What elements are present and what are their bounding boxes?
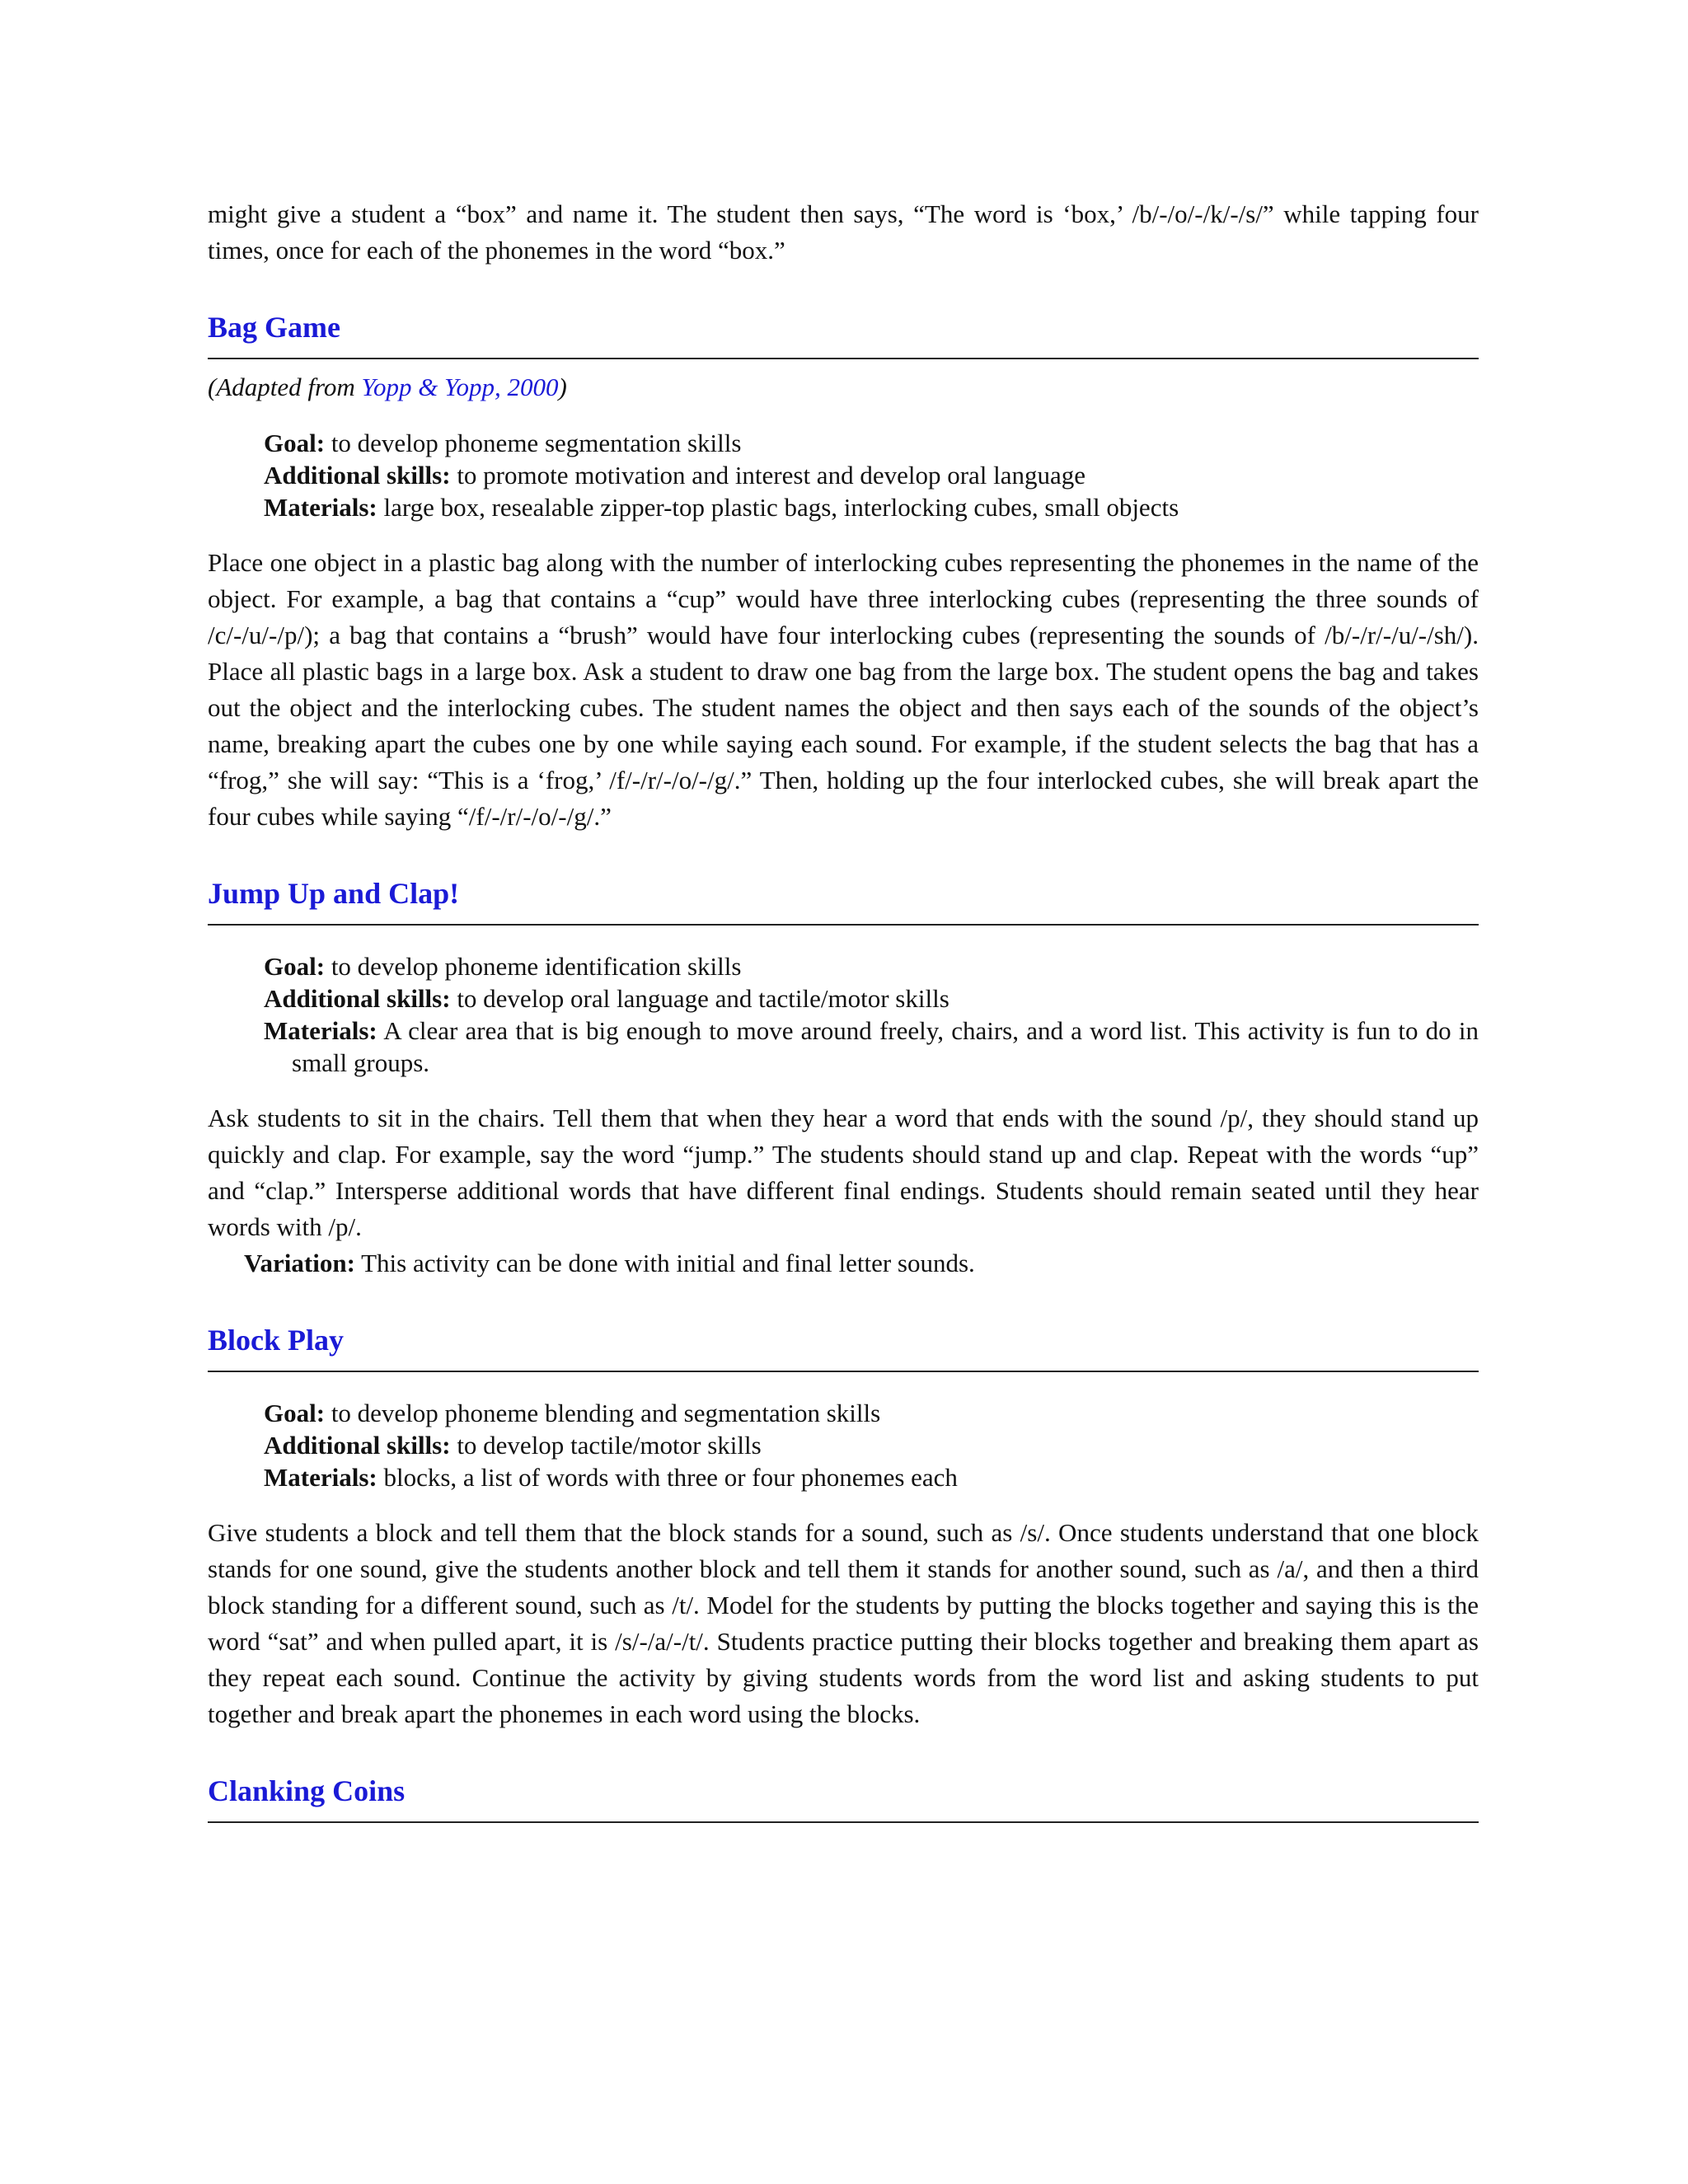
intro-paragraph: might give a student a “box” and name it. The student then says, “The word is ‘box,’ /b/-/o/-/k/-/s/” while tapping four times, once for each of the phonemes in the word “box.” [208, 199, 1479, 265]
materials-label: Materials: [264, 1463, 377, 1492]
citation-prefix: (Adapted from [208, 373, 362, 401]
materials-label: Materials: [264, 493, 377, 522]
materials-text: large box, resealable zipper-top plastic bags, interlocking cubes, small objects [377, 493, 1179, 522]
materials-label: Materials: [264, 1016, 377, 1045]
activity-paragraph: Place one object in a plastic bag along with the number of interlocking cubes representing the phonemes in the name of the object. For example, a bag that contains a “cup” would have three interlocking cubes (representing the three sounds of /c/-/u/-/p/); a bag that contains a “brush” would have four interlocking cubes (representing the sounds of /b/-/r/-/u/-/sh/). Place all plastic bags in a large box. Ask a student to draw one bag from the large box. The student opens the bag and takes out the object and the interlocking cubes. The student names the object and then says each of the sounds of the object’s name, breaking apart the cubes one by one while saying each sound. For example, if the student selects the bag that has a “frog,” she will say: “This is a ‘frog,’ /f/-/r/-/o/-/g/.” Then, holding up the four interlocked cubes, she will break apart the four cubes while saying “/f/-/r/-/o/-/g/.” [208, 548, 1479, 831]
goal-line [264, 950, 1479, 982]
section-divider [208, 358, 1479, 359]
activity-details [264, 427, 1479, 523]
materials-line [264, 1015, 1479, 1079]
goal-line [264, 1397, 1479, 1429]
skills-label: Additional skills: [264, 1431, 451, 1460]
variation-text: This activity can be done with initial and final letter sounds. [354, 1249, 975, 1277]
activity-details [264, 950, 1479, 1079]
activity-details [264, 1397, 1479, 1493]
section-block-play [208, 1321, 1479, 1732]
skills-label: Additional skills: [264, 461, 451, 490]
section-bag-game [208, 308, 1479, 835]
section-heading: Bag Game [208, 311, 340, 344]
goal-text: to develop phoneme blending and segmentation skills [325, 1399, 881, 1427]
section-divider [208, 924, 1479, 926]
skills-text: to develop oral language and tactile/motor skills [450, 984, 950, 1013]
materials-text: A clear area that is big enough to move around freely, chairs, and a word list. This activity is fun to do in small groups. [292, 1016, 1479, 1077]
skills-line [264, 459, 1479, 491]
materials-line [264, 491, 1479, 523]
skills-line [264, 982, 1479, 1015]
section-jump-up-and-clap [208, 874, 1479, 1282]
section-clanking-coins [208, 1772, 1479, 1823]
materials-line [264, 1461, 1479, 1493]
goal-text: to develop phoneme identification skills [325, 952, 742, 981]
document-page [208, 196, 1479, 1823]
activity-paragraph: Give students a block and tell them that the block stands for a sound, such as /s/. Once students understand that one block stands for one sound, give the students another block and tell them it stands for another sound, such as /a/, and then a third block standing for a different sound, such as /t/. Model for the students by putting the blocks together and saying this is the word “sat” and when pulled apart, it is /s/-/a/-/t/. Students practice putting their blocks together and breaking them apart as they repeat each sound. Continue the activity by giving students words from the word list and asking students to put together and break apart the phonemes in each word using the blocks. [208, 1518, 1479, 1728]
section-divider [208, 1371, 1479, 1372]
skills-text: to develop tactile/motor skills [450, 1431, 762, 1460]
activity-paragraph: Ask students to sit in the chairs. Tell them that when they hear a word that ends with the sound /p/, they should stand up quickly and clap. For example, say the word “jump.” The students should stand up and clap. Repeat with the words “up” and “clap.” Intersperse additional words that have different final endings. Students should remain seated until they hear words with /p/. [208, 1104, 1479, 1241]
section-heading: Clanking Coins [208, 1774, 406, 1807]
section-heading: Jump Up and Clap! [208, 877, 460, 910]
skills-label: Additional skills: [264, 984, 451, 1013]
variation-label: Variation: [244, 1249, 355, 1277]
goal-label: Goal: [264, 952, 326, 981]
citation-link[interactable]: Yopp & Yopp, 2000 [361, 373, 559, 401]
adapted-citation [208, 369, 1479, 405]
goal-label: Goal: [264, 429, 326, 457]
goal-label: Goal: [264, 1399, 326, 1427]
materials-text: blocks, a list of words with three or four phonemes each [377, 1463, 958, 1492]
goal-line [264, 427, 1479, 459]
goal-text: to develop phoneme segmentation skills [325, 429, 742, 457]
section-heading: Block Play [208, 1324, 345, 1357]
variation-line [208, 1245, 1479, 1282]
skills-line [264, 1429, 1479, 1461]
citation-suffix: ) [558, 373, 567, 401]
section-divider [208, 1821, 1479, 1823]
skills-text: to promote motivation and interest and develop oral language [450, 461, 1086, 490]
